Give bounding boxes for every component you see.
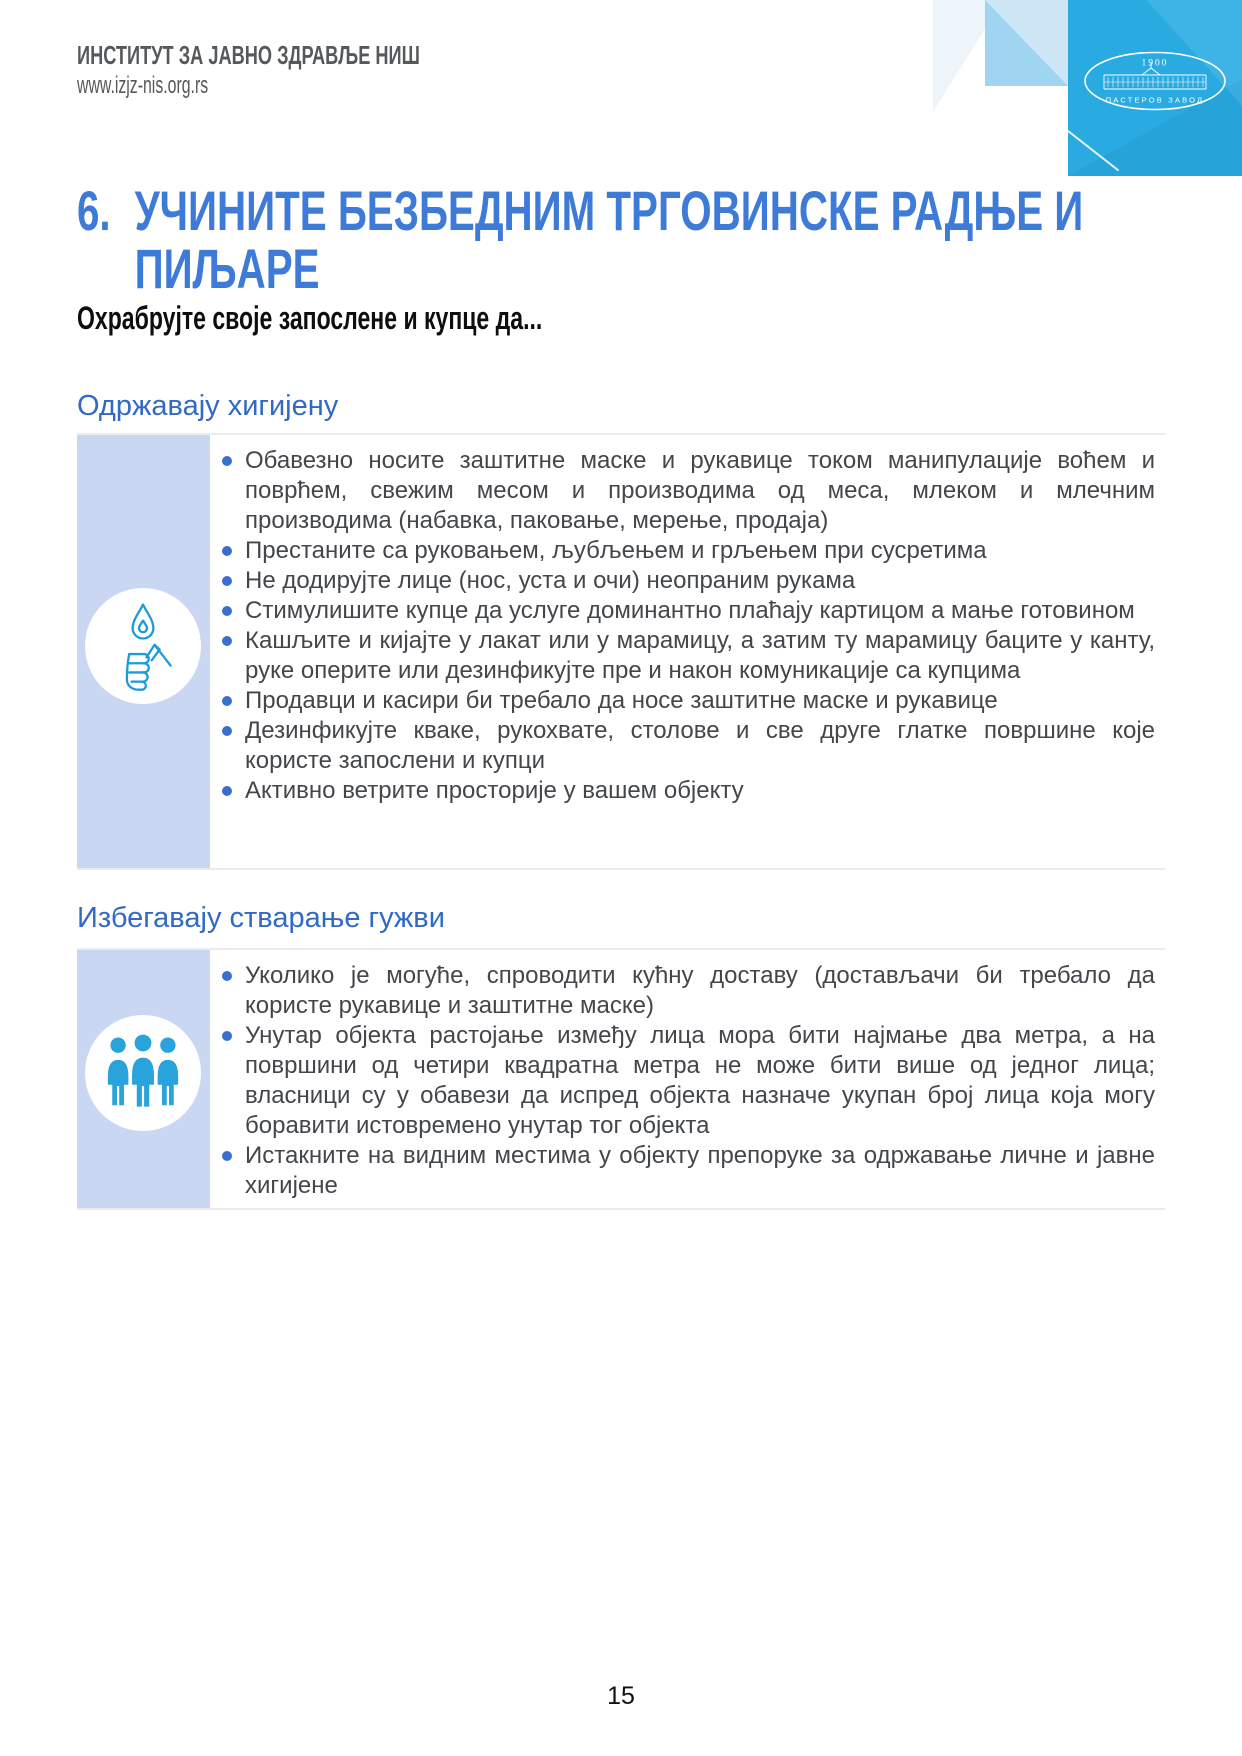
- bullet-icon: [222, 971, 232, 981]
- bullet-list: [210, 446, 1155, 806]
- org-name-text: ИНСТИТУТ ЗА ЈАВНО ЗДРАВЉЕ НИШ: [77, 40, 420, 70]
- icon-sidebar: [77, 950, 210, 1208]
- org-name: [77, 40, 567, 71]
- list-item: [210, 1021, 1155, 1141]
- bullet-text: Стимулишите купце да услуге доминантно плаћају картицом а мање готовином: [245, 597, 1135, 624]
- list-item: [210, 626, 1155, 686]
- page-subtitle: [77, 300, 723, 337]
- list-item: [210, 686, 1155, 716]
- bullet-icon: [222, 606, 232, 616]
- page-title-line1: [77, 179, 1084, 242]
- pasteur-institute-emblem-icon: [1082, 50, 1228, 112]
- bullet-text: Активно ветрите просторије у вашем објекту: [245, 777, 744, 804]
- list-item: [210, 961, 1155, 1021]
- list-item: [210, 776, 1155, 806]
- icon-sidebar: [77, 435, 210, 868]
- bullet-text: Дезинфикујте кваке, рукохвате, столове и све друге глатке површине које користе запослени и купци: [245, 717, 1155, 774]
- section-panel-crowds: [77, 948, 1165, 1210]
- bullet-icon: [222, 1151, 232, 1161]
- list-item: [210, 446, 1155, 536]
- bullet-text: Обавезно носите заштитне маске и рукавице током манипулације воћем и поврћем, свежим месом и производима од меса, млеком и млечним производима (набавка, паковање, мерење, продаја): [245, 447, 1155, 534]
- list-item: [210, 536, 1155, 566]
- list-item: [210, 596, 1155, 626]
- icon-circle: [85, 588, 201, 704]
- website-url: [77, 72, 276, 100]
- bullet-icon: [222, 636, 232, 646]
- bullet-text: Уколико је могуће, спроводити кућну доставу (достављачи би требало да користе рукавице и заштитне маске): [245, 962, 1155, 1019]
- bullet-list-wrap: [210, 950, 1165, 1208]
- bullet-text: Престаните са руковањем, љубљењем и грљењем при сусретима: [245, 537, 987, 564]
- bullet-text: Не додирујте лице (нос, уста и очи) неопраним рукама: [245, 567, 856, 594]
- decor-triangle-light: [985, 0, 1068, 86]
- logo-block: [1068, 0, 1242, 176]
- bullet-icon: [222, 576, 232, 586]
- bullet-icon: [222, 726, 232, 736]
- people-group-icon: [99, 1032, 187, 1114]
- icon-circle: [85, 1015, 201, 1131]
- page-subtitle-text: Охрабрујте своје запослене и купце да...: [77, 300, 543, 336]
- title-number: 6.: [77, 179, 111, 242]
- section-panel-hygiene: [77, 433, 1165, 870]
- hand-wash-icon: [106, 600, 180, 692]
- bullet-list: [210, 961, 1155, 1201]
- bullet-text: Продавци и касири би требало да носе заштитне маске и рукавице: [245, 687, 998, 714]
- title-line1-text: УЧИНИТЕ БЕЗБЕДНИМ ТРГОВИНСКЕ РАДЊЕ И: [134, 179, 1084, 242]
- page-title-line2: ПИЉАРЕ: [134, 237, 320, 300]
- section-heading-crowds: Избегавају стварање гужви: [77, 902, 445, 934]
- page-title: [77, 179, 1084, 300]
- bullet-text: Унутар објекта растојање између лица мора бити најмање два метра, а на површини од четири квадратна метра не може бити више од једног лица; власници су у обавези да испред објекта назначе укупан број лица која могу боравити истовремено унутар тог објекта: [245, 1022, 1155, 1139]
- bullet-text: Кашљите и кијајте у лакат или у марамицу, а затим ту марамицу баците у канту, руке оперите или дезинфикујте пре и након комуникације са купцима: [245, 627, 1155, 684]
- bullet-icon: [222, 696, 232, 706]
- list-item: [210, 716, 1155, 776]
- bullet-icon: [222, 456, 232, 466]
- bullet-icon: [222, 1031, 232, 1041]
- emblem-year: 1900: [1141, 58, 1169, 69]
- list-item: [210, 566, 1155, 596]
- page-number: 15: [607, 1682, 635, 1710]
- emblem-caption: ПАСТЕРОВ ЗАВОД: [1105, 95, 1205, 105]
- website-url-text: www.izjz-nis.org.rs: [77, 72, 209, 99]
- bullet-text: Истакните на видним местима у објекту препоруке за одржавање личне и јавне хигијене: [245, 1142, 1155, 1199]
- list-item: [210, 1141, 1155, 1201]
- bullet-icon: [222, 786, 232, 796]
- section-heading-hygiene: Одржавају хигијену: [77, 390, 339, 422]
- bullet-list-wrap: [210, 435, 1165, 868]
- bullet-icon: [222, 546, 232, 556]
